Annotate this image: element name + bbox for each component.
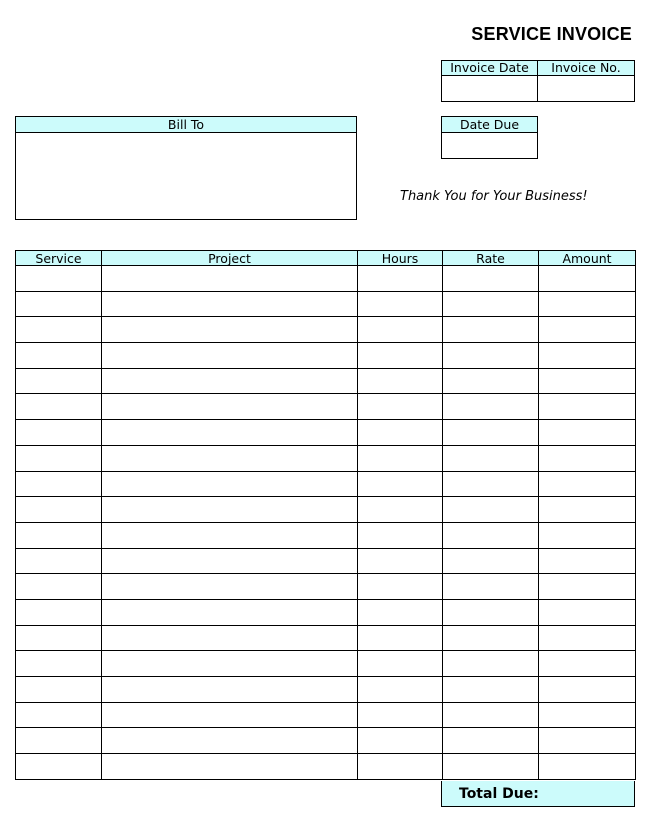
hours-cell[interactable] [358,548,443,574]
table-row [16,497,636,523]
rate-cell[interactable] [443,291,539,317]
hours-cell[interactable] [358,754,443,780]
project-cell[interactable] [102,548,358,574]
rate-cell[interactable] [443,522,539,548]
table-row [16,420,636,446]
table-row [16,702,636,728]
hours-cell[interactable] [358,291,443,317]
invoice-title: SERVICE INVOICE [471,24,632,44]
service-cell[interactable] [16,651,102,677]
amount-cell[interactable] [539,522,636,548]
service-cell[interactable] [16,497,102,523]
hours-cell[interactable] [358,574,443,600]
rate-cell[interactable] [443,368,539,394]
column-header-project: Project [102,251,358,266]
service-cell[interactable] [16,317,102,343]
rate-cell[interactable] [443,445,539,471]
hours-cell[interactable] [358,677,443,703]
table-row [16,754,636,780]
project-cell[interactable] [102,522,358,548]
project-cell[interactable] [102,625,358,651]
column-header-rate: Rate [443,251,539,266]
invoice-number-label: Invoice No. [537,60,635,76]
hours-cell[interactable] [358,368,443,394]
service-cell[interactable] [16,522,102,548]
table-row [16,574,636,600]
project-cell[interactable] [102,677,358,703]
services-table [15,250,636,780]
amount-cell[interactable] [539,445,636,471]
table-row [16,548,636,574]
rate-cell[interactable] [443,548,539,574]
project-cell[interactable] [102,266,358,292]
project-cell[interactable] [102,343,358,369]
project-cell[interactable] [102,445,358,471]
rate-cell[interactable] [443,651,539,677]
rate-cell[interactable] [443,677,539,703]
service-cell[interactable] [16,702,102,728]
table-body [16,266,636,780]
service-cell[interactable] [16,471,102,497]
amount-cell[interactable] [539,420,636,446]
thank-you-note: Thank You for Your Business! [400,189,588,204]
amount-cell[interactable] [539,677,636,703]
rate-cell[interactable] [443,599,539,625]
project-cell[interactable] [102,471,358,497]
service-cell[interactable] [16,291,102,317]
table-row [16,317,636,343]
service-cell[interactable] [16,368,102,394]
service-cell[interactable] [16,728,102,754]
table-header-row [16,251,636,266]
project-cell[interactable] [102,497,358,523]
table-row [16,266,636,292]
rate-cell[interactable] [443,266,539,292]
project-cell[interactable] [102,574,358,600]
amount-cell[interactable] [539,317,636,343]
project-cell[interactable] [102,599,358,625]
hours-cell[interactable] [358,317,443,343]
hours-cell[interactable] [358,394,443,420]
invoice-info-box [441,60,635,102]
amount-cell[interactable] [539,343,636,369]
amount-cell[interactable] [539,368,636,394]
amount-cell[interactable] [539,651,636,677]
table-row [16,522,636,548]
table-row [16,728,636,754]
column-header-service: Service [16,251,102,266]
amount-cell[interactable] [539,548,636,574]
amount-cell[interactable] [539,497,636,523]
rate-cell[interactable] [443,317,539,343]
hours-cell[interactable] [358,625,443,651]
service-cell[interactable] [16,548,102,574]
table-row [16,368,636,394]
amount-cell[interactable] [539,471,636,497]
bill-to-label: Bill To [15,116,357,133]
rate-cell[interactable] [443,420,539,446]
project-cell[interactable] [102,728,358,754]
table-row [16,599,636,625]
invoice-date-field[interactable] [441,75,538,102]
rate-cell[interactable] [443,394,539,420]
table-row [16,394,636,420]
rate-cell[interactable] [443,702,539,728]
amount-cell[interactable] [539,754,636,780]
amount-cell[interactable] [539,702,636,728]
total-due-box [441,781,635,807]
rate-cell[interactable] [443,625,539,651]
hours-cell[interactable] [358,343,443,369]
table-row [16,291,636,317]
date-due-label: Date Due [441,116,538,133]
service-cell[interactable] [16,266,102,292]
rate-cell[interactable] [443,343,539,369]
amount-cell[interactable] [539,599,636,625]
table-row [16,445,636,471]
table-row [16,343,636,369]
amount-cell[interactable] [539,291,636,317]
project-cell[interactable] [102,754,358,780]
amount-cell[interactable] [539,625,636,651]
table-row [16,471,636,497]
hours-cell[interactable] [358,522,443,548]
amount-cell[interactable] [539,266,636,292]
hours-cell[interactable] [358,445,443,471]
hours-cell[interactable] [358,471,443,497]
service-cell[interactable] [16,677,102,703]
rate-cell[interactable] [443,754,539,780]
service-cell[interactable] [16,599,102,625]
total-due-label: Total Due: [459,786,539,802]
invoice-number-field[interactable] [537,75,635,102]
project-cell[interactable] [102,702,358,728]
amount-cell[interactable] [539,728,636,754]
project-cell[interactable] [102,317,358,343]
hours-cell[interactable] [358,497,443,523]
project-cell[interactable] [102,420,358,446]
rate-cell[interactable] [443,497,539,523]
project-cell[interactable] [102,291,358,317]
column-header-amount: Amount [539,251,636,266]
amount-cell[interactable] [539,394,636,420]
table-row [16,677,636,703]
project-cell[interactable] [102,651,358,677]
hours-cell[interactable] [358,702,443,728]
rate-cell[interactable] [443,728,539,754]
service-cell[interactable] [16,445,102,471]
project-cell[interactable] [102,394,358,420]
column-header-hours: Hours [358,251,443,266]
service-cell[interactable] [16,754,102,780]
service-cell[interactable] [16,574,102,600]
table-row [16,651,636,677]
hours-cell[interactable] [358,420,443,446]
bill-to-box [15,116,357,220]
service-cell[interactable] [16,394,102,420]
date-due-box [441,116,538,159]
rate-cell[interactable] [443,574,539,600]
invoice-date-label: Invoice Date [441,60,538,76]
hours-cell[interactable] [358,651,443,677]
project-cell[interactable] [102,368,358,394]
rate-cell[interactable] [443,471,539,497]
hours-cell[interactable] [358,728,443,754]
hours-cell[interactable] [358,266,443,292]
bill-to-field[interactable] [15,132,357,220]
table-row [16,625,636,651]
service-cell[interactable] [16,625,102,651]
amount-cell[interactable] [539,574,636,600]
date-due-field[interactable] [441,132,538,159]
service-cell[interactable] [16,343,102,369]
service-cell[interactable] [16,420,102,446]
hours-cell[interactable] [358,599,443,625]
